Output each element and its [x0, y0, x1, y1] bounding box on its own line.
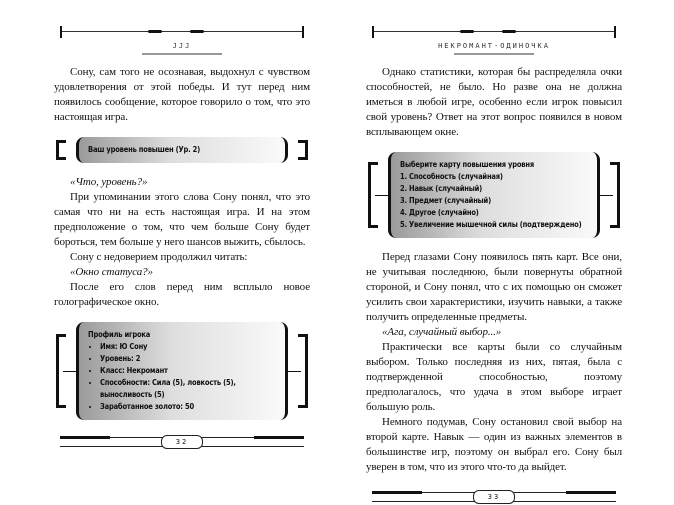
profile-item: • Заработанное золото: 50	[100, 401, 282, 413]
profile-item: • Способности: Сила (5), ловкость (5), выносливость (5)	[100, 377, 282, 401]
level-up-window	[54, 137, 310, 163]
card-option: 3. Предмет (случайный)	[400, 196, 491, 205]
player-profile-window	[54, 322, 310, 420]
profile-item: • Имя: Ю Сону	[100, 341, 282, 353]
paragraph: «Что, уровень?»	[70, 176, 148, 188]
header-underline	[142, 53, 222, 55]
paragraph: Сону с недоверием продолжил читать:	[70, 251, 248, 263]
running-header-left: ЈЈЈ	[172, 42, 192, 50]
profile-title: Профиль игрока	[88, 330, 151, 339]
running-header-right: НЕКРОМАНТ-ОДИНОЧКА	[438, 42, 550, 50]
footer-rule-left	[60, 434, 304, 450]
paragraph: Однако статистики, которая бы распределяла очки способностей, не было. Но разве она не должна иметься в любой игре, особенно если игрок повысил свой уровень? Ответ на этот вопрос появился в новом всплывающем окне.	[366, 66, 622, 138]
paragraph: При упоминании этого слова Сону понял, что это самая что ни на есть настоящая игра. И на этом предположение о том, что чем больше Сону будет бороться, тем больше у него шансов выжить, сбылось.	[54, 191, 310, 248]
left-page	[54, 26, 310, 450]
right-text-bottom	[366, 250, 622, 475]
level-up-card-window	[366, 152, 622, 238]
card-option: 5. Увеличение мышечной силы (подтверждено)	[400, 220, 582, 229]
paragraph: После его слов перед ним всплыло новое голографическое окно.	[54, 281, 310, 308]
profile-item: • Уровень: 2	[100, 353, 282, 365]
left-text-mid	[54, 175, 310, 310]
paragraph: «Ага, случайный выбор...»	[382, 326, 502, 338]
paragraph: Практически все карты были со случайным выбором. Только последняя из них, пятая, была с подтвержденной способностью, поэтому предполагалось, что удача в этом выборе играет большую роль.	[366, 341, 622, 413]
footer-rule-right	[372, 489, 616, 505]
card-option: 4. Другое (случайно)	[400, 208, 479, 217]
right-page	[366, 26, 622, 505]
profile-item: • Класс: Некромант	[100, 365, 282, 377]
card-option: 2. Навык (случайный)	[400, 184, 483, 193]
header-rule-left	[60, 26, 304, 38]
level-up-message: Ваш уровень повышен (Ур. 2)	[88, 145, 201, 154]
paragraph: Перед глазами Сону появилось пять карт. Все они, не учитывая последнюю, были повернуты обратной стороной, и Сону понял, что с их помощью он сможет усилить свои характеристики, изучить навыки, а также получить определенные предметы.	[366, 251, 622, 323]
card-window-title: Выберите карту повышения уровня	[400, 160, 534, 169]
paragraph: Сону, сам того не осознавая, выдохнул с чувством удовлетворения от этой победы. И тут перед ним появилось сообщение, которое говорило о том, что это настоящая игра.	[54, 66, 310, 123]
paragraph: Немного подумав, Сону остановил свой выбор на второй карте. Навык — один из важных элементов в большинстве игр, поэтому он выбрал его. Сону был уверен в том, что из этого что-то да выйдет.	[366, 416, 622, 473]
paragraph: «Окно статуса?»	[70, 266, 153, 278]
right-text-top	[366, 65, 622, 140]
header-underline	[454, 53, 534, 55]
left-text-top	[54, 65, 310, 125]
page-number: 33	[473, 490, 515, 504]
page-number: 32	[161, 435, 203, 449]
card-option: 1. Способность (случайная)	[400, 172, 503, 181]
header-rule-right	[372, 26, 616, 38]
